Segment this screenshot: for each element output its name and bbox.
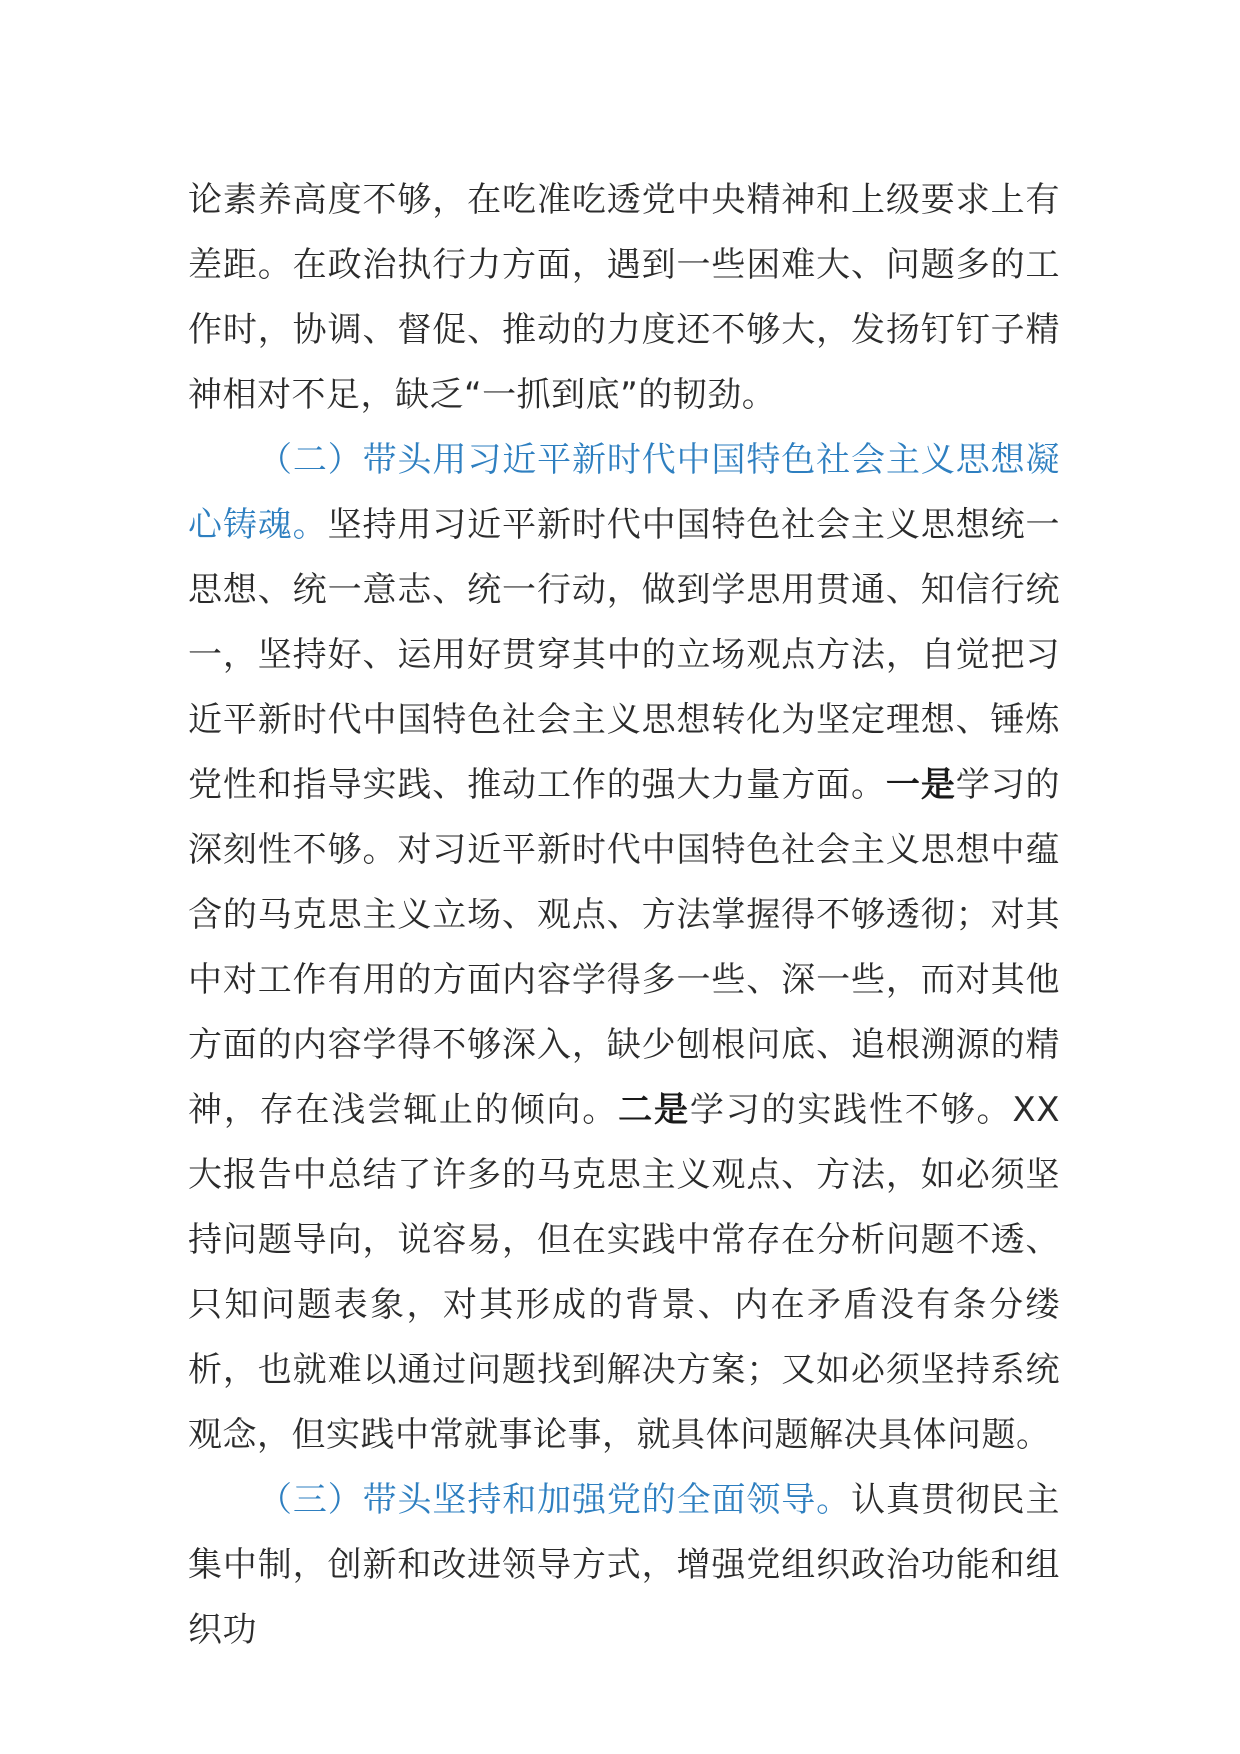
section-heading-3: （三）带头坚持和加强党的全面领导。 (258, 1480, 852, 1520)
paragraph-2-text-a: 坚持用习近平新时代中国特色社会主义思想统一思想、统一意志、统一行动，做到学思用贯通、知信行统一，坚持好、运用好贯穿其中的立场观点方法，自觉把习近平新时代中国特色社会主义思想转化为坚定理想、锤炼党性和指导实践、推动工作的强大力量方面。 (188, 505, 1061, 805)
section-heading-2: （二）带头用习近平新时代中国特色社会主义思想凝心铸魂。 (188, 440, 1060, 545)
document-page (188, 168, 1060, 1663)
paragraph-2-text-b: 学习的深刻性不够。对习近平新时代中国特色社会主义思想中蕴含的马克思主义立场、观点、方法掌握得不够透彻；对其中对工作有用的方面内容学得多一些、深一些，而对其他方面的内容学得不够深入，缺少刨根问底、追根溯源的精神，存在浅尝辄止的倾向。 (188, 765, 1061, 1130)
paragraph-1 (188, 168, 1060, 428)
point-label-1: 一是 (885, 765, 956, 805)
paragraph-2-text-c: 学习的实践性不够。XX大报告中总结了许多的马克思主义观点、方法，如必须坚持问题导向，说容易，但在实践中常存在分析问题不透、只知问题表象，对其形成的背景、内在矛盾没有条分缕析，也就难以通过问题找到解决方案；又如必须坚持系统观念，但实践中常就事论事，就具体问题解决具体问题。 (188, 1090, 1060, 1455)
point-label-2: 二是 (618, 1090, 690, 1130)
paragraph-1-text: 论素养高度不够，在吃准吃透党中央精神和上级要求上有差距。在政治执行力方面，遇到一些困难大、问题多的工作时，协调、督促、推动的力度还不够大，发扬钉钉子精神相对不足，缺乏“一抓到底”的韧劲。 (188, 180, 1060, 415)
paragraph-3-text: 认真贯彻民主集中制，创新和改进领导方式，增强党组织政治功能和组织功 (188, 1480, 1061, 1650)
paragraph-3 (188, 1468, 1060, 1663)
paragraph-2 (188, 428, 1060, 1468)
